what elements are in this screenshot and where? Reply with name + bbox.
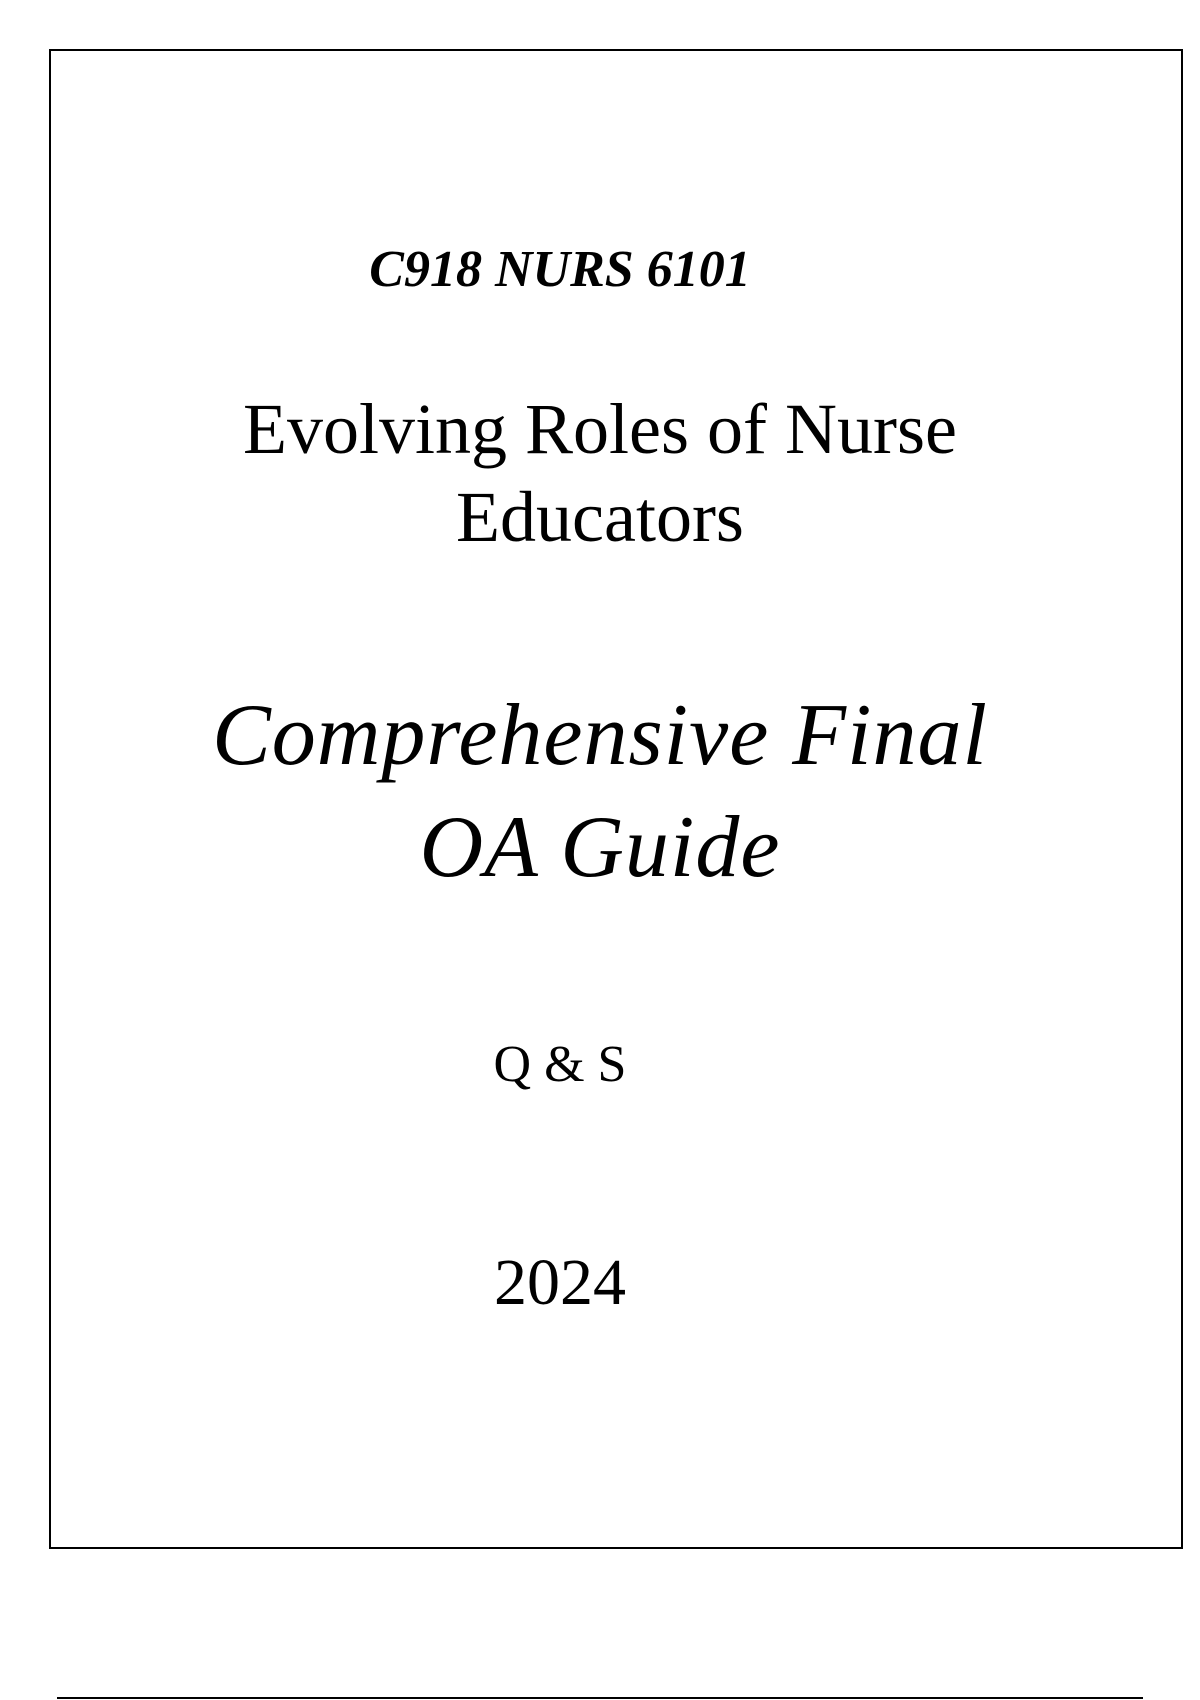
- subject-title-line-1: Evolving Roles of Nurse: [243, 389, 957, 469]
- guide-title: [0, 680, 1200, 904]
- course-code: C918 NURS 6101: [369, 241, 751, 298]
- qs-label: Q & S: [493, 1036, 627, 1093]
- subject-title: [0, 385, 1200, 561]
- guide-title-line-2: OA Guide: [419, 799, 781, 896]
- year-label: 2024: [494, 1246, 626, 1319]
- subject-title-line-2: Educators: [456, 477, 744, 557]
- footer-rule: [57, 1697, 1143, 1699]
- guide-title-line-1: Comprehensive Final: [212, 687, 988, 784]
